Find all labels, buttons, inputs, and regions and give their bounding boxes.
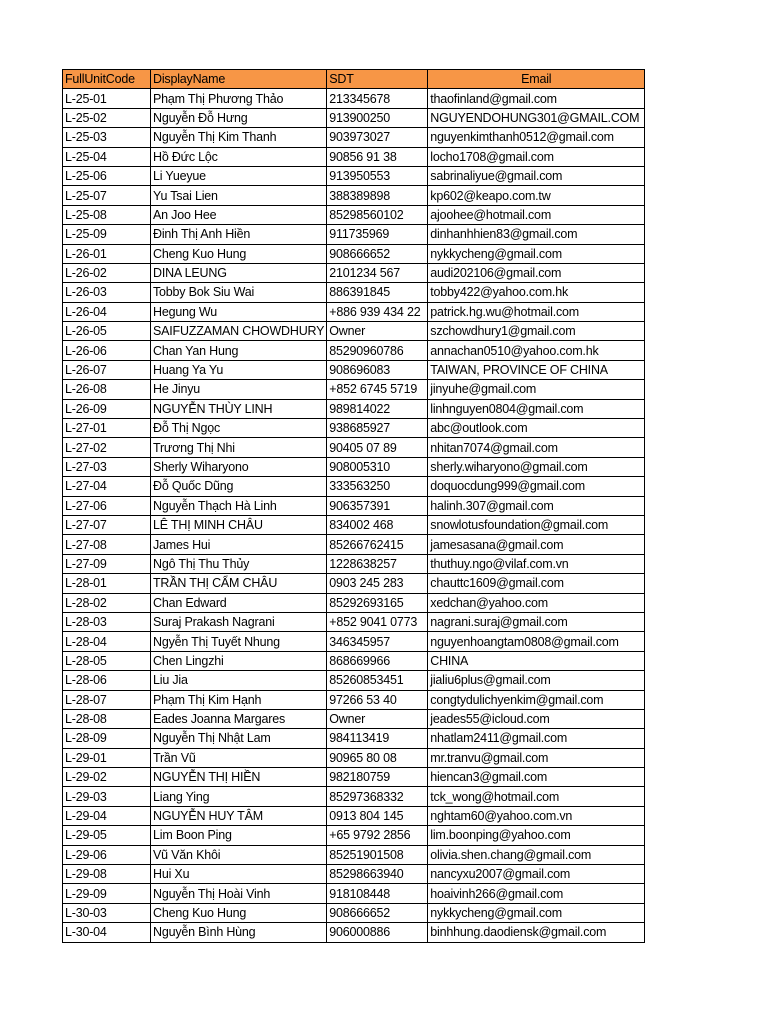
table-row <box>63 186 645 205</box>
cell-unit-code: L-25-09 <box>63 225 151 244</box>
cell-phone: 908666652 <box>327 244 428 263</box>
cell-phone: 868669966 <box>327 651 428 670</box>
table-row <box>63 322 645 341</box>
cell-display-name: Trần Vũ <box>151 748 327 767</box>
cell-display-name: Vũ Văn Khôi <box>151 845 327 864</box>
cell-phone: 388389898 <box>327 186 428 205</box>
cell-email: dinhanhhien83@gmail.com <box>428 225 645 244</box>
cell-unit-code: L-27-01 <box>63 419 151 438</box>
cell-email: nagrani.suraj@gmail.com <box>428 612 645 631</box>
cell-email: jialiu6plus@gmail.com <box>428 671 645 690</box>
table-row <box>63 729 645 748</box>
table-row <box>63 128 645 147</box>
table-row <box>63 535 645 554</box>
table-row <box>63 845 645 864</box>
table-row <box>63 923 645 942</box>
cell-unit-code: L-26-09 <box>63 399 151 418</box>
cell-unit-code: L-27-09 <box>63 554 151 573</box>
cell-display-name: Nguyễn Đỗ Hưng <box>151 108 327 127</box>
cell-email: mr.tranvu@gmail.com <box>428 748 645 767</box>
cell-display-name: Phạm Thị Phương Thảo <box>151 89 327 108</box>
cell-email: jeades55@icloud.com <box>428 709 645 728</box>
cell-email: halinh.307@gmail.com <box>428 496 645 515</box>
table-row <box>63 574 645 593</box>
cell-phone: 913900250 <box>327 108 428 127</box>
cell-phone: +886 939 434 22 <box>327 302 428 321</box>
cell-email: nghtam60@yahoo.com.vn <box>428 806 645 825</box>
cell-display-name: Liang Ying <box>151 787 327 806</box>
table-row <box>63 884 645 903</box>
cell-phone: +852 6745 5719 <box>327 380 428 399</box>
cell-phone: 85298560102 <box>327 205 428 224</box>
cell-phone: 85266762415 <box>327 535 428 554</box>
table-body <box>63 89 645 942</box>
cell-email: nancyxu2007@gmail.com <box>428 865 645 884</box>
cell-unit-code: L-27-07 <box>63 515 151 534</box>
cell-phone: 911735969 <box>327 225 428 244</box>
cell-phone: 834002 468 <box>327 515 428 534</box>
table-row <box>63 709 645 728</box>
cell-display-name: Trương Thị Nhi <box>151 438 327 457</box>
cell-unit-code: L-28-04 <box>63 632 151 651</box>
cell-phone: 85290960786 <box>327 341 428 360</box>
cell-unit-code: L-29-05 <box>63 826 151 845</box>
cell-email: locho1708@gmail.com <box>428 147 645 166</box>
cell-display-name: He Jinyu <box>151 380 327 399</box>
cell-display-name: Eades Joanna Margares <box>151 709 327 728</box>
cell-display-name: Lim Boon Ping <box>151 826 327 845</box>
cell-phone: 2101234 567 <box>327 263 428 282</box>
table-row <box>63 225 645 244</box>
cell-display-name: Ngyễn Thị Tuyết Nhung <box>151 632 327 651</box>
cell-phone: 984113419 <box>327 729 428 748</box>
cell-email: hiencan3@gmail.com <box>428 768 645 787</box>
cell-unit-code: L-29-06 <box>63 845 151 864</box>
cell-display-name: Yu Tsai Lien <box>151 186 327 205</box>
table-row <box>63 768 645 787</box>
cell-email: annachan0510@yahoo.com.hk <box>428 341 645 360</box>
cell-display-name: Hồ Đức Lộc <box>151 147 327 166</box>
cell-display-name: James Hui <box>151 535 327 554</box>
cell-email: sherly.wiharyono@gmail.com <box>428 457 645 476</box>
cell-email: linhnguyen0804@gmail.com <box>428 399 645 418</box>
cell-unit-code: L-28-03 <box>63 612 151 631</box>
cell-email: sabrinaliyue@gmail.com <box>428 166 645 185</box>
cell-display-name: LÊ THỊ MINH CHÂU <box>151 515 327 534</box>
table-row <box>63 632 645 651</box>
cell-phone: 85292693165 <box>327 593 428 612</box>
cell-unit-code: L-26-06 <box>63 341 151 360</box>
cell-display-name: NGUYỄN HUY TÂM <box>151 806 327 825</box>
cell-display-name: Chan Yan Hung <box>151 341 327 360</box>
cell-phone: 906357391 <box>327 496 428 515</box>
table-row <box>63 283 645 302</box>
cell-display-name: SAIFUZZAMAN CHOWDHURY <box>151 322 327 341</box>
cell-phone: 886391845 <box>327 283 428 302</box>
contact-table <box>62 69 645 943</box>
cell-email: nguyenkimthanh0512@gmail.com <box>428 128 645 147</box>
cell-unit-code: L-28-07 <box>63 690 151 709</box>
cell-unit-code: L-29-01 <box>63 748 151 767</box>
table-row <box>63 166 645 185</box>
cell-unit-code: L-26-05 <box>63 322 151 341</box>
cell-email: chauttc1609@gmail.com <box>428 574 645 593</box>
cell-phone: 913950553 <box>327 166 428 185</box>
cell-unit-code: L-26-01 <box>63 244 151 263</box>
cell-display-name: Ngô Thị Thu Thủy <box>151 554 327 573</box>
cell-display-name: Sherly Wiharyono <box>151 457 327 476</box>
cell-email: thaofinland@gmail.com <box>428 89 645 108</box>
cell-email: jamesasana@gmail.com <box>428 535 645 554</box>
cell-email: nguyenhoangtam0808@gmail.com <box>428 632 645 651</box>
cell-display-name: Nguyễn Thị Kim Thanh <box>151 128 327 147</box>
cell-email: olivia.shen.chang@gmail.com <box>428 845 645 864</box>
cell-display-name: Cheng Kuo Hung <box>151 244 327 263</box>
cell-display-name: Đinh Thị Anh Hiền <box>151 225 327 244</box>
table-row <box>63 826 645 845</box>
cell-unit-code: L-27-08 <box>63 535 151 554</box>
cell-display-name: Tobby Bok Siu Wai <box>151 283 327 302</box>
cell-unit-code: L-25-07 <box>63 186 151 205</box>
cell-display-name: Hegung Wu <box>151 302 327 321</box>
table-header <box>63 70 645 89</box>
cell-email: nhatlam2411@gmail.com <box>428 729 645 748</box>
table-row <box>63 593 645 612</box>
cell-display-name: Suraj Prakash Nagrani <box>151 612 327 631</box>
cell-unit-code: L-25-06 <box>63 166 151 185</box>
cell-email: doquocdung999@gmail.com <box>428 477 645 496</box>
cell-phone: 0903 245 283 <box>327 574 428 593</box>
table-row <box>63 477 645 496</box>
cell-unit-code: L-29-08 <box>63 865 151 884</box>
cell-email: kp602@keapo.com.tw <box>428 186 645 205</box>
table-row <box>63 108 645 127</box>
cell-phone: 918108448 <box>327 884 428 903</box>
cell-display-name: NGUYỄN THÙY LINH <box>151 399 327 418</box>
cell-phone: 0913 804 145 <box>327 806 428 825</box>
table-row <box>63 205 645 224</box>
cell-email: snowlotusfoundation@gmail.com <box>428 515 645 534</box>
cell-unit-code: L-26-07 <box>63 360 151 379</box>
cell-phone: 908005310 <box>327 457 428 476</box>
table-row <box>63 380 645 399</box>
cell-phone: 903973027 <box>327 128 428 147</box>
cell-display-name: Li Yueyue <box>151 166 327 185</box>
cell-unit-code: L-26-02 <box>63 263 151 282</box>
cell-email: TAIWAN, PROVINCE OF CHINA <box>428 360 645 379</box>
cell-email: CHINA <box>428 651 645 670</box>
cell-phone: 90965 80 08 <box>327 748 428 767</box>
cell-email: hoaivinh266@gmail.com <box>428 884 645 903</box>
table-row <box>63 651 645 670</box>
cell-unit-code: L-26-03 <box>63 283 151 302</box>
cell-unit-code: L-28-01 <box>63 574 151 593</box>
cell-unit-code: L-27-02 <box>63 438 151 457</box>
cell-phone: 1228638257 <box>327 554 428 573</box>
cell-display-name: Hui Xu <box>151 865 327 884</box>
table-row <box>63 147 645 166</box>
cell-email: lim.boonping@yahoo.com <box>428 826 645 845</box>
cell-unit-code: L-29-03 <box>63 787 151 806</box>
cell-unit-code: L-27-03 <box>63 457 151 476</box>
cell-unit-code: L-25-01 <box>63 89 151 108</box>
table-row <box>63 612 645 631</box>
cell-display-name: Chen Lingzhi <box>151 651 327 670</box>
table-row <box>63 515 645 534</box>
header-row <box>63 70 645 89</box>
cell-display-name: DINA LEUNG <box>151 263 327 282</box>
cell-phone: 333563250 <box>327 477 428 496</box>
cell-email: nykkycheng@gmail.com <box>428 244 645 263</box>
cell-unit-code: L-30-03 <box>63 903 151 922</box>
cell-display-name: Huang Ya Yu <box>151 360 327 379</box>
cell-unit-code: L-27-06 <box>63 496 151 515</box>
table-row <box>63 496 645 515</box>
cell-email: jinyuhe@gmail.com <box>428 380 645 399</box>
table-row <box>63 302 645 321</box>
cell-email: ajoohee@hotmail.com <box>428 205 645 224</box>
cell-display-name: An Joo Hee <box>151 205 327 224</box>
header-displayname: DisplayName <box>151 70 327 89</box>
cell-email: abc@outlook.com <box>428 419 645 438</box>
cell-unit-code: L-25-08 <box>63 205 151 224</box>
cell-email: audi202106@gmail.com <box>428 263 645 282</box>
table-row <box>63 690 645 709</box>
cell-email: szchowdhury1@gmail.com <box>428 322 645 341</box>
cell-display-name: Chan Edward <box>151 593 327 612</box>
table-row <box>63 806 645 825</box>
table-row <box>63 457 645 476</box>
cell-phone: 908696083 <box>327 360 428 379</box>
cell-phone: 982180759 <box>327 768 428 787</box>
cell-unit-code: L-28-06 <box>63 671 151 690</box>
cell-phone: 938685927 <box>327 419 428 438</box>
cell-phone: 90856 91 38 <box>327 147 428 166</box>
table-row <box>63 341 645 360</box>
cell-phone: 906000886 <box>327 923 428 942</box>
table-row <box>63 360 645 379</box>
cell-phone: Owner <box>327 322 428 341</box>
cell-unit-code: L-28-09 <box>63 729 151 748</box>
cell-display-name: Nguyễn Thị Nhật Lam <box>151 729 327 748</box>
header-fullunitcode: FullUnitCode <box>63 70 151 89</box>
cell-display-name: Cheng Kuo Hung <box>151 903 327 922</box>
cell-unit-code: L-29-02 <box>63 768 151 787</box>
cell-phone: 346345957 <box>327 632 428 651</box>
table-row <box>63 244 645 263</box>
cell-phone: 908666652 <box>327 903 428 922</box>
cell-display-name: Liu Jia <box>151 671 327 690</box>
cell-phone: 989814022 <box>327 399 428 418</box>
cell-unit-code: L-28-05 <box>63 651 151 670</box>
cell-email: xedchan@yahoo.com <box>428 593 645 612</box>
cell-phone: 213345678 <box>327 89 428 108</box>
table-row <box>63 671 645 690</box>
table-row <box>63 903 645 922</box>
cell-email: binhhung.daodiensk@gmail.com <box>428 923 645 942</box>
cell-phone: 85251901508 <box>327 845 428 864</box>
table-row <box>63 438 645 457</box>
cell-email: nykkycheng@gmail.com <box>428 903 645 922</box>
cell-unit-code: L-27-04 <box>63 477 151 496</box>
cell-email: NGUYENDOHUNG301@GMAIL.COM <box>428 108 645 127</box>
cell-email: thuthuy.ngo@vilaf.com.vn <box>428 554 645 573</box>
table-row <box>63 399 645 418</box>
table-row <box>63 419 645 438</box>
table-row <box>63 554 645 573</box>
cell-phone: Owner <box>327 709 428 728</box>
table-row <box>63 748 645 767</box>
cell-email: tobby422@yahoo.com.hk <box>428 283 645 302</box>
cell-unit-code: L-26-04 <box>63 302 151 321</box>
cell-unit-code: L-25-03 <box>63 128 151 147</box>
header-email: Email <box>428 70 645 89</box>
cell-unit-code: L-26-08 <box>63 380 151 399</box>
cell-unit-code: L-25-02 <box>63 108 151 127</box>
header-sdt: SDT <box>327 70 428 89</box>
cell-display-name: NGUYỄN THỊ HIỀN <box>151 768 327 787</box>
table-row <box>63 263 645 282</box>
cell-email: nhitan7074@gmail.com <box>428 438 645 457</box>
table-row <box>63 89 645 108</box>
cell-phone: +852 9041 0773 <box>327 612 428 631</box>
cell-phone: 97266 53 40 <box>327 690 428 709</box>
table-row <box>63 865 645 884</box>
cell-display-name: Nguyễn Bình Hùng <box>151 923 327 942</box>
cell-email: patrick.hg.wu@hotmail.com <box>428 302 645 321</box>
cell-phone: 85260853451 <box>327 671 428 690</box>
cell-display-name: Đỗ Thị Ngọc <box>151 419 327 438</box>
cell-display-name: Nguyễn Thạch Hà Linh <box>151 496 327 515</box>
cell-unit-code: L-30-04 <box>63 923 151 942</box>
table-row <box>63 787 645 806</box>
cell-phone: 85297368332 <box>327 787 428 806</box>
cell-email: tck_wong@hotmail.com <box>428 787 645 806</box>
cell-unit-code: L-29-09 <box>63 884 151 903</box>
cell-display-name: Phạm Thị Kim Hạnh <box>151 690 327 709</box>
cell-display-name: Đỗ Quốc Dũng <box>151 477 327 496</box>
cell-unit-code: L-29-04 <box>63 806 151 825</box>
cell-unit-code: L-25-04 <box>63 147 151 166</box>
cell-phone: 90405 07 89 <box>327 438 428 457</box>
cell-display-name: TRẦN THỊ CẨM CHÂU <box>151 574 327 593</box>
cell-email: congtydulichyenkim@gmail.com <box>428 690 645 709</box>
cell-phone: 85298663940 <box>327 865 428 884</box>
cell-phone: +65 9792 2856 <box>327 826 428 845</box>
cell-unit-code: L-28-08 <box>63 709 151 728</box>
cell-display-name: Nguyễn Thị Hoài Vinh <box>151 884 327 903</box>
cell-unit-code: L-28-02 <box>63 593 151 612</box>
